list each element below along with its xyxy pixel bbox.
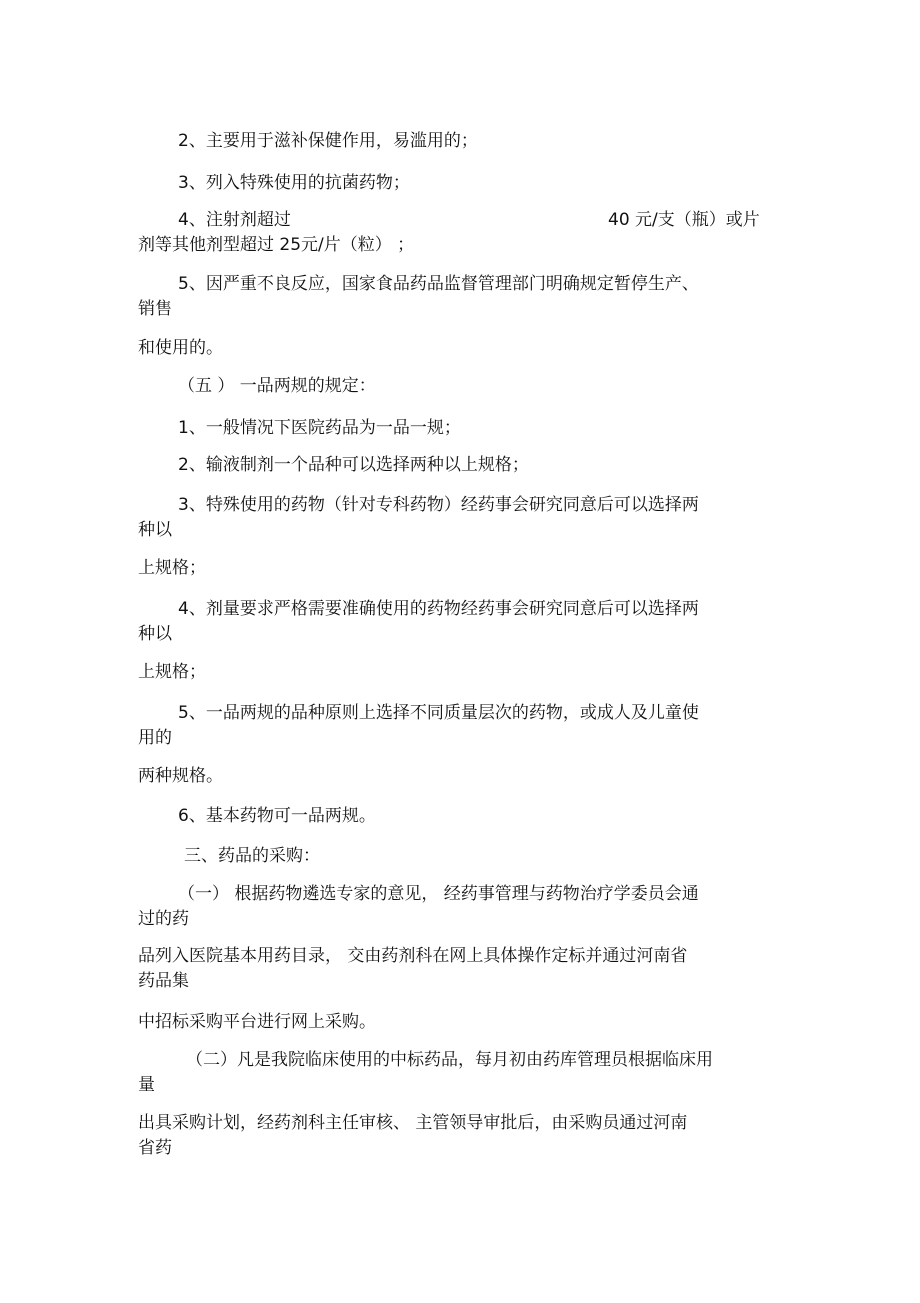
text-line: 上规格； (138, 558, 206, 578)
text-line: 4、剂量要求严格需要准确使用的药物经药事会研究同意后可以选择两 (178, 599, 699, 619)
text-line: 中招标采购平台进行网上采购。 (138, 1012, 376, 1032)
text-line: 过的药 (138, 909, 189, 929)
section-heading: （五 ） 一品两规的规定： (178, 376, 376, 396)
text-line: 上规格； (138, 662, 206, 682)
text-line: 剂等其他剂型超过 25元/片（粒） ； (138, 235, 415, 255)
text-line: （一） 根据药物遴选专家的意见， 经药事管理与药物治疗学委员会通 (178, 884, 699, 904)
text-line: 出具采购计划，经药剂科主任审核、 主管领导审批后，由采购员通过河南 (138, 1113, 688, 1133)
text-line: 1、一般情况下医院药品为一品一规； (178, 418, 461, 438)
text-line: 量 (138, 1075, 155, 1095)
text-line: 3、列入特殊使用的抗菌药物； (178, 173, 410, 193)
text-line: 5、一品两规的品种原则上选择不同质量层次的药物，或成人及儿童使 (178, 703, 699, 723)
text-line: 种以 (138, 624, 172, 644)
text-line: 5、因严重不良反应，国家食品药品监督管理部门明确规定暂停生产、 (178, 274, 699, 294)
text-line: 2、主要用于滋补保健作用，易滥用的； (178, 131, 478, 151)
text-line: 40 元/支（瓶）或片 (608, 210, 760, 230)
text-line: 4、注射剂超过 (178, 210, 291, 230)
text-line: 种以 (138, 520, 172, 540)
text-line: （二）凡是我院临床使用的中标药品，每月初由药库管理员根据临床用 (186, 1050, 713, 1070)
text-line: 和使用的。 (138, 338, 223, 358)
text-line: 药品集 (138, 971, 189, 991)
section-heading: 三、药品的采购： (184, 846, 320, 866)
text-line: 省药 (138, 1138, 172, 1158)
text-line: 2、输液制剂一个品种可以选择两种以上规格； (178, 455, 529, 475)
text-line: 两种规格。 (138, 766, 223, 786)
text-line: 品列入医院基本用药目录， 交由药剂科在网上具体操作定标并通过河南省 (138, 946, 688, 966)
text-line: 用的 (138, 728, 172, 748)
text-line: 3、特殊使用的药物（针对专科药物）经药事会研究同意后可以选择两 (178, 495, 699, 515)
text-line: 6、基本药物可一品两规。 (178, 806, 376, 826)
text-line: 销售 (138, 299, 172, 319)
